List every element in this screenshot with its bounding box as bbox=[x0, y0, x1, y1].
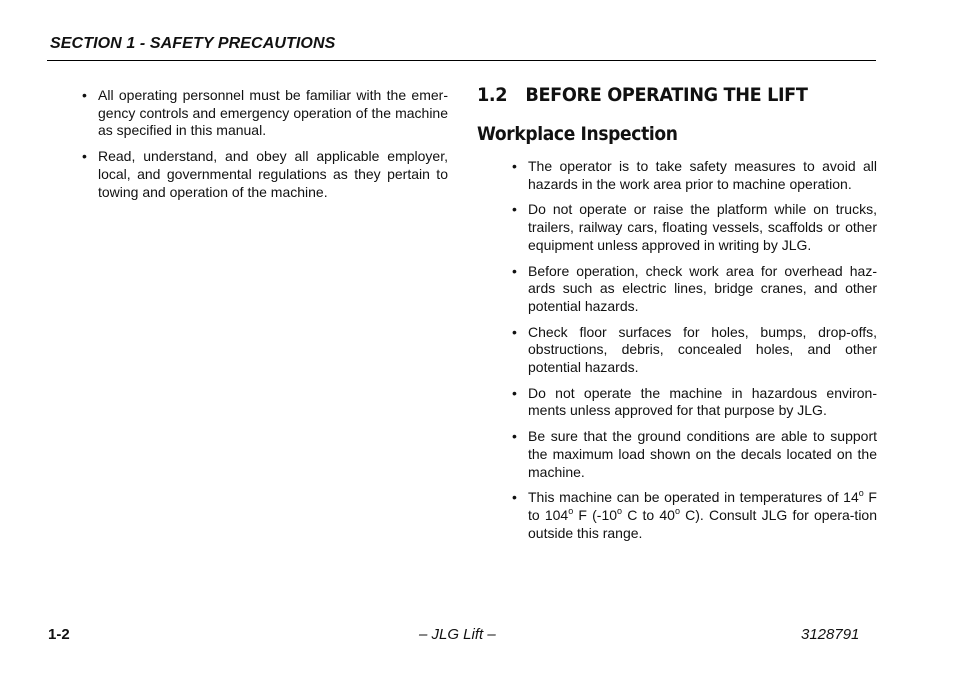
list-item bbox=[82, 87, 448, 140]
left-column bbox=[82, 87, 448, 209]
bullet-icon: • bbox=[82, 148, 87, 165]
section-heading bbox=[477, 84, 808, 106]
degree-mark: o bbox=[674, 505, 680, 516]
left-bullet-list bbox=[82, 87, 448, 201]
list-item-text bbox=[528, 489, 877, 540]
list-item-text: Do not operate or raise the platform while on trucks, trailers, railway cars, floating vessels, scaffolds or other equipment unless approved in writing by JLG. bbox=[528, 201, 877, 253]
right-column bbox=[512, 158, 877, 550]
temp-text-3: F (-10 bbox=[573, 506, 618, 523]
temp-text-2: F to 104 bbox=[528, 489, 877, 523]
list-item-text: The operator is to take safety measures to avoid all hazards in the work area prior to machine operation. bbox=[528, 158, 877, 192]
header-divider bbox=[47, 60, 876, 61]
bullet-icon: • bbox=[512, 428, 517, 445]
bullet-icon: • bbox=[512, 323, 517, 340]
degree-mark: o bbox=[568, 505, 574, 516]
section-title: BEFORE OPERATING THE LIFT bbox=[525, 84, 808, 106]
list-item bbox=[82, 148, 448, 201]
bullet-icon: • bbox=[82, 87, 87, 103]
list-item bbox=[512, 263, 877, 316]
list-item-text: Check floor surfaces for holes, bumps, drop-offs, obstructions, debris, concealed holes, and other potential hazards. bbox=[528, 323, 877, 376]
list-item-text: Do not operate the machine in hazardous environ-ments unless approved for that purpose by JLG. bbox=[528, 384, 877, 419]
list-item bbox=[512, 385, 877, 420]
footer-center-title: – JLG Lift – bbox=[419, 626, 496, 643]
bullet-icon: • bbox=[512, 489, 517, 506]
bullet-icon: • bbox=[512, 384, 517, 401]
temp-text-5: C). Consult JLG for opera-tion outside this range. bbox=[528, 506, 878, 541]
bullet-icon: • bbox=[512, 158, 517, 174]
list-item bbox=[512, 158, 877, 193]
right-bullet-list bbox=[512, 158, 877, 542]
list-item-text: Read, understand, and obey all applicable employer, local, and governmental regulations as they pertain to towing and operation of the machine. bbox=[98, 148, 448, 200]
list-item-text: All operating personnel must be familiar with the emer-gency controls and emergency operation of the machine as specified in this manual. bbox=[98, 87, 448, 139]
list-item-text: Be sure that the ground conditions are able to support the maximum load shown on the decals located on the machine. bbox=[528, 428, 877, 480]
list-item bbox=[512, 324, 877, 377]
list-item bbox=[512, 428, 877, 481]
list-item bbox=[512, 201, 877, 254]
list-item-text: Before operation, check work area for overhead haz-ards such as electric lines, bridge cranes, and other potential hazards. bbox=[528, 262, 877, 314]
degree-mark: o bbox=[617, 505, 623, 516]
bullet-icon: • bbox=[512, 201, 517, 218]
subsection-heading: Workplace Inspection bbox=[477, 123, 678, 145]
section-header-title: SECTION 1 - SAFETY PRECAUTIONS bbox=[50, 35, 336, 52]
page-number: 1-2 bbox=[48, 626, 70, 643]
section-number: 1.2 bbox=[477, 84, 508, 106]
bullet-icon: • bbox=[512, 262, 517, 279]
temp-text-4: C to 40 bbox=[622, 506, 675, 523]
temp-text-1: This machine can be operated in temperatures of 14 bbox=[528, 489, 859, 506]
list-item-temperature bbox=[512, 489, 877, 542]
document-number: 3128791 bbox=[801, 626, 860, 643]
degree-mark: o bbox=[858, 488, 864, 499]
